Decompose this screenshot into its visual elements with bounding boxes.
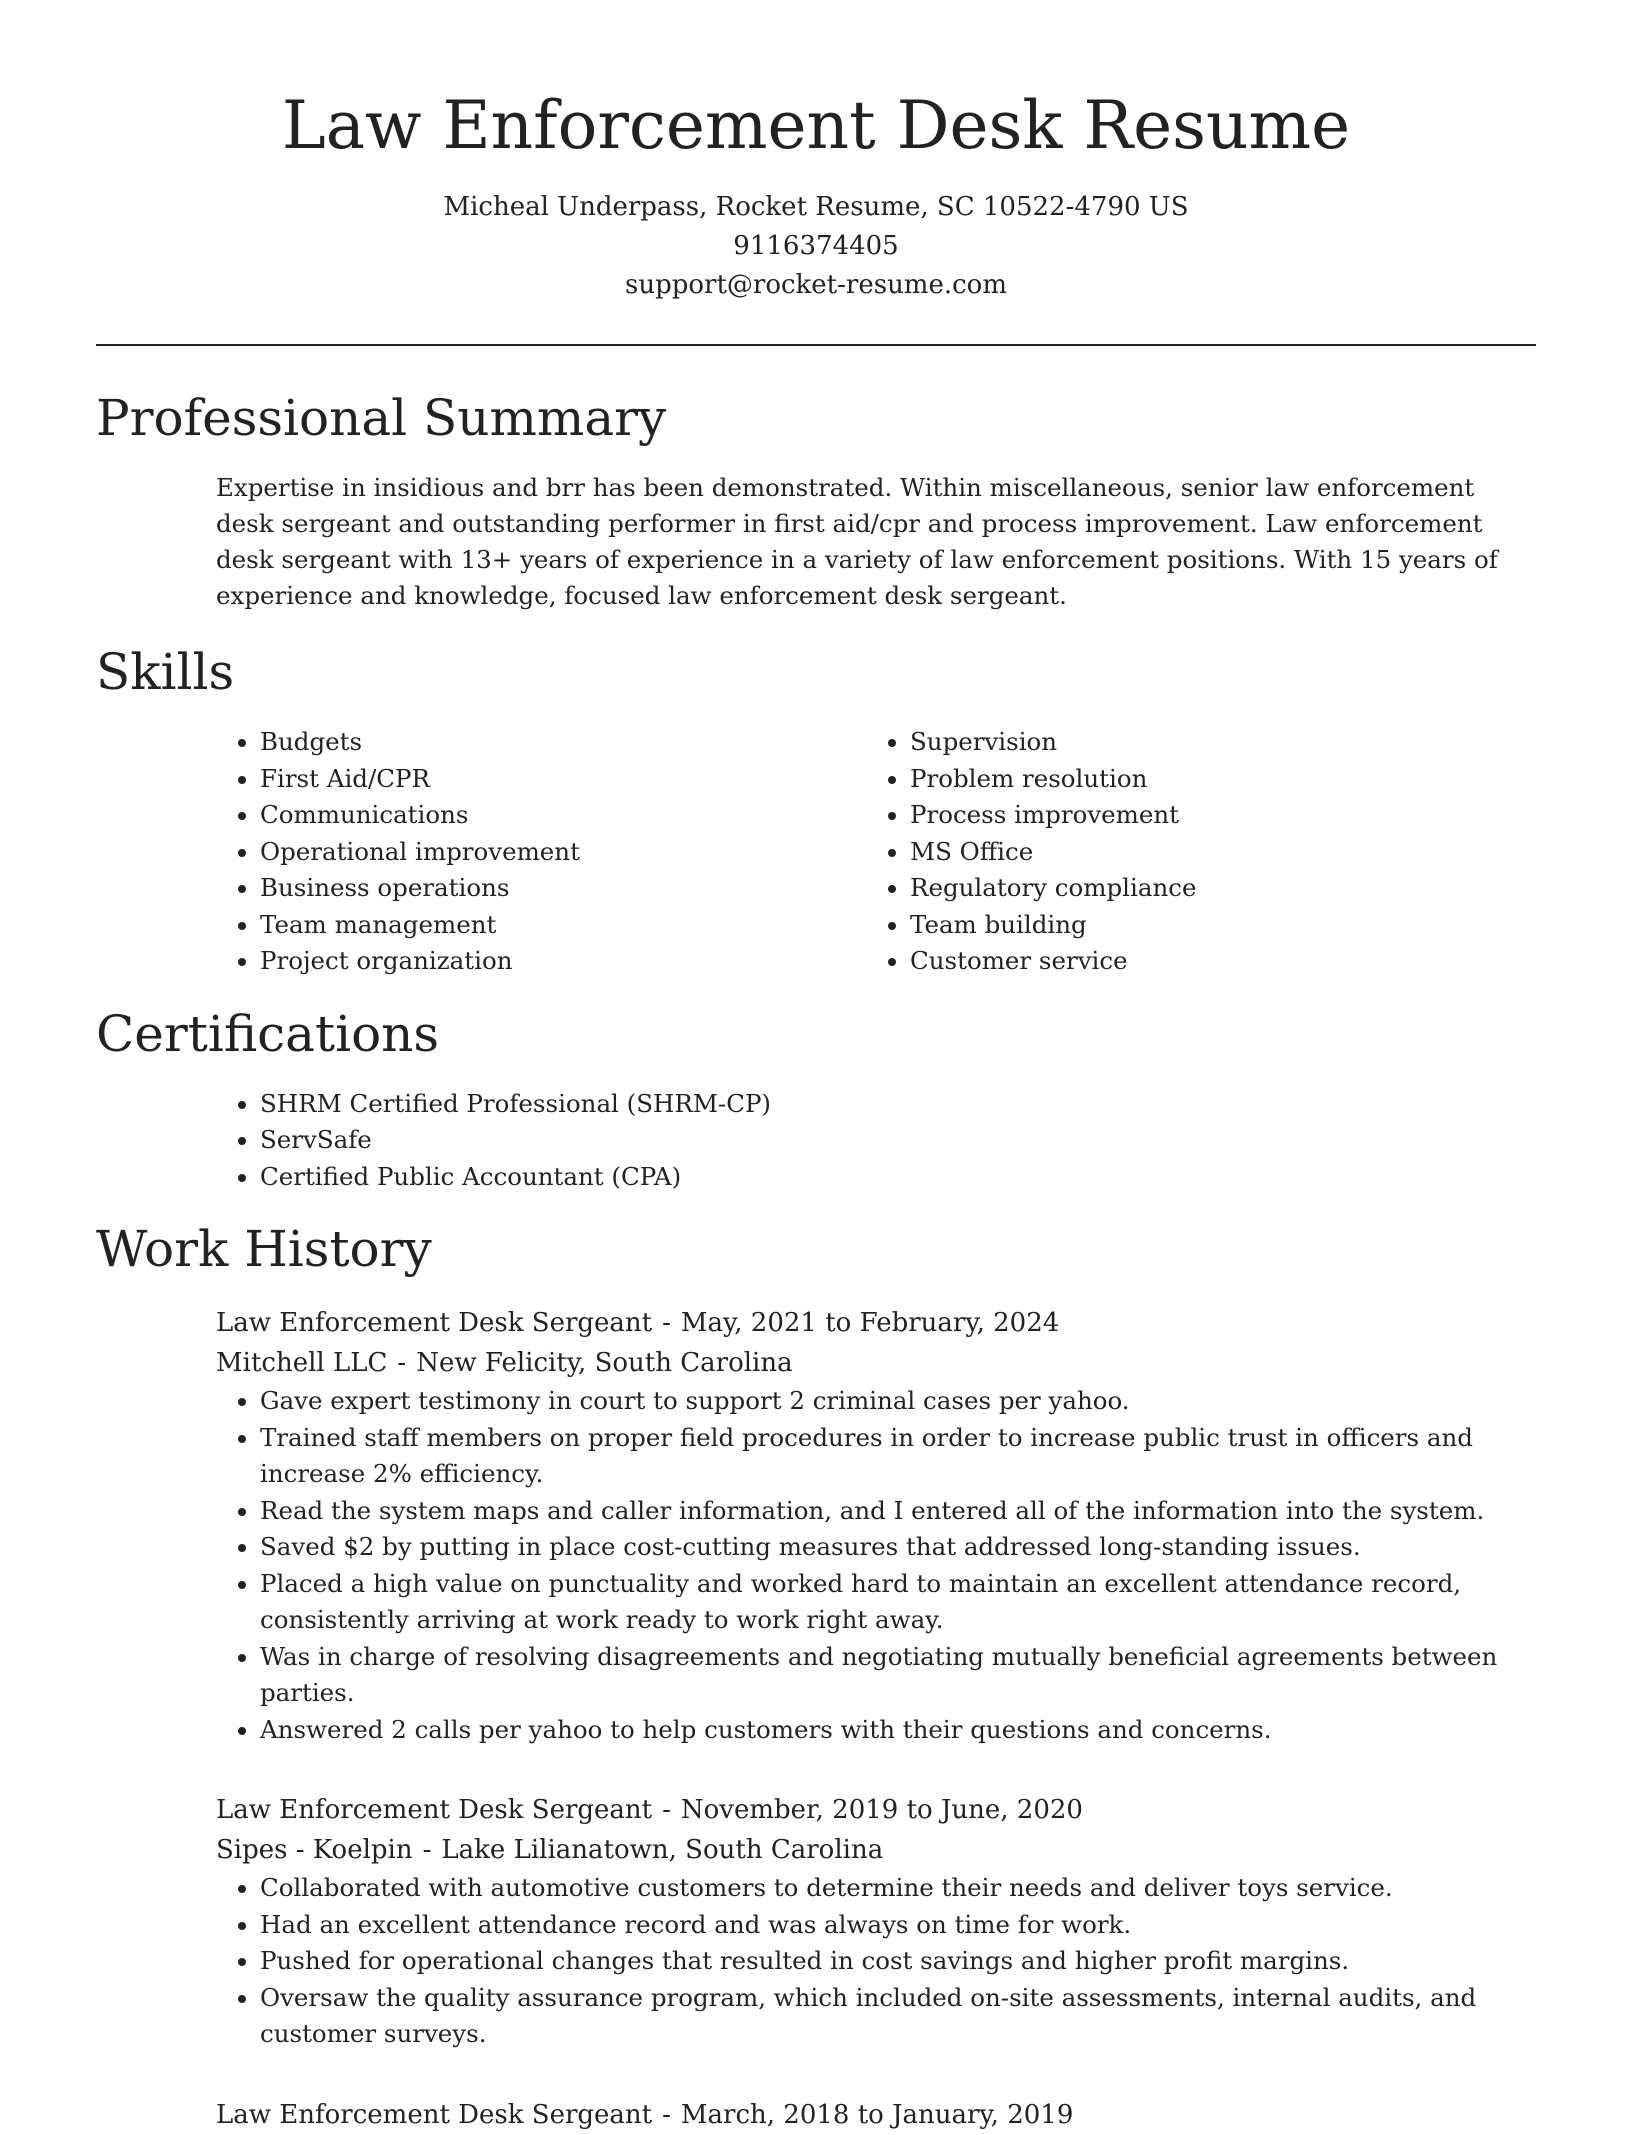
certification-item: • SHRM Certified Professional (SHRM-CP) bbox=[260, 1086, 1536, 1123]
job-location: New Felicity, South Carolina bbox=[416, 1348, 793, 1378]
job-bullet: • Placed a high value on punctuality and worked hard to maintain an excellent attendance record, consistently arriving at work ready to work right away. bbox=[260, 1566, 1536, 1639]
skill-item: • Customer service bbox=[910, 943, 1516, 980]
job-dates: November, 2019 to June, 2020 bbox=[680, 1795, 1083, 1825]
contact-phone: 9116374405 bbox=[733, 231, 899, 261]
skills-section bbox=[96, 642, 1536, 980]
job-company-line bbox=[216, 1343, 1536, 1383]
job-bullet: • Gave expert testimony in court to support 2 criminal cases per yahoo. bbox=[260, 1383, 1536, 1420]
skills-list-right bbox=[866, 724, 1516, 980]
contact-address: Micheal Underpass, Rocket Resume, SC 10522-4790 US bbox=[443, 192, 1189, 222]
resume-header bbox=[96, 0, 1536, 305]
job-bullets bbox=[216, 1383, 1536, 1748]
separator: - bbox=[662, 1795, 671, 1825]
work-history-heading: Work History bbox=[96, 1220, 432, 1278]
job-bullet: • Trained staff members on proper field procedures in order to increase public trust in officers and increase 2% efficiency. bbox=[260, 1420, 1536, 1493]
job-title: Law Enforcement Desk Sergeant bbox=[216, 1308, 653, 1338]
resume-page bbox=[96, 0, 1536, 2130]
job-company: Sipes - Koelpin bbox=[216, 1835, 413, 1865]
job-bullet: • Had an excellent attendance record and was always on time for work. bbox=[260, 1907, 1536, 1944]
skills-column-right bbox=[866, 724, 1516, 980]
summary-heading: Professional Summary bbox=[96, 389, 667, 447]
skill-item: • Operational improvement bbox=[260, 834, 866, 871]
skill-item: • Team management bbox=[260, 907, 866, 944]
job-bullet: • Collaborated with automotive customers to determine their needs and deliver toys service. bbox=[260, 1870, 1536, 1907]
job-bullet: • Oversaw the quality assurance program, which included on-site assessments, internal audits, and customer surveys. bbox=[260, 1980, 1536, 2053]
separator: - bbox=[397, 1348, 407, 1378]
skill-item: • Process improvement bbox=[910, 797, 1516, 834]
skill-item: • Problem resolution bbox=[910, 761, 1516, 798]
certifications-list-wrapper bbox=[216, 1086, 1536, 1196]
skill-item: • Regulatory compliance bbox=[910, 870, 1516, 907]
skills-heading: Skills bbox=[96, 643, 235, 701]
job-title-line bbox=[216, 1790, 1536, 1830]
contact-block bbox=[96, 188, 1536, 305]
skill-item: • Communications bbox=[260, 797, 866, 834]
job-bullet: • Read the system maps and caller information, and I entered all of the information into the system. bbox=[260, 1493, 1536, 1530]
resume-title: Law Enforcement Desk Resume bbox=[281, 87, 1351, 164]
skill-item: • First Aid/CPR bbox=[260, 761, 866, 798]
job-dates: March, 2018 to January, 2019 bbox=[680, 2099, 1074, 2130]
header-divider bbox=[96, 344, 1536, 346]
certifications-list bbox=[216, 1086, 1536, 1196]
summary-text: Expertise in insidious and brr has been demonstrated. Within miscellaneous, senior law enforcement desk sergeant and outstanding performer in first aid/cpr and process improvement. Law enforcement desk sergeant with 13+ years of experience in a variety of law enforcement positions. With 15 years of experience and knowledge, focused law enforcement desk sergeant. bbox=[216, 473, 1498, 610]
certifications-heading: Certifications bbox=[96, 1004, 440, 1063]
skill-item: • Budgets bbox=[260, 724, 866, 761]
job-company-line bbox=[216, 1830, 1536, 1870]
separator: - bbox=[422, 1835, 432, 1865]
job-title: Law Enforcement Desk Sergeant bbox=[216, 2099, 653, 2130]
skill-item: • Business operations bbox=[260, 870, 866, 907]
job-entry bbox=[216, 1790, 1536, 2053]
job-location: Lake Lilianatown, South Carolina bbox=[441, 1835, 884, 1865]
job-title: Law Enforcement Desk Sergeant bbox=[216, 1795, 653, 1825]
skill-item: • Project organization bbox=[260, 943, 866, 980]
contact-email: support@rocket-resume.com bbox=[624, 270, 1007, 300]
skills-list-left bbox=[216, 724, 866, 980]
summary-section bbox=[96, 388, 1536, 614]
skill-item: • Supervision bbox=[910, 724, 1516, 761]
separator: - bbox=[662, 2099, 671, 2130]
job-entry bbox=[216, 1303, 1536, 1748]
job-dates: May, 2021 to February, 2024 bbox=[680, 1308, 1060, 1338]
skill-item: • Team building bbox=[910, 907, 1516, 944]
job-company: Mitchell LLC bbox=[216, 1348, 388, 1378]
skill-item: • MS Office bbox=[910, 834, 1516, 871]
job-title-line bbox=[216, 2095, 1536, 2135]
job-bullet: • Saved $2 by putting in place cost-cutting measures that addressed long-standing issues. bbox=[260, 1529, 1536, 1566]
job-bullet: • Pushed for operational changes that resulted in cost savings and higher profit margins. bbox=[260, 1943, 1536, 1980]
separator: - bbox=[662, 1308, 671, 1338]
job-bullet: • Was in charge of resolving disagreements and negotiating mutually beneficial agreements between parties. bbox=[260, 1639, 1536, 1712]
certifications-section bbox=[96, 1004, 1536, 1196]
job-bullets bbox=[216, 1870, 1536, 2053]
job-entry bbox=[216, 2095, 1536, 2135]
job-title-line bbox=[216, 1303, 1536, 1343]
work-history-section bbox=[96, 1219, 1536, 2135]
certification-item: • ServSafe bbox=[260, 1122, 1536, 1159]
skills-grid bbox=[216, 724, 1536, 980]
skills-column-left bbox=[216, 724, 866, 980]
certification-item: • Certified Public Accountant (CPA) bbox=[260, 1159, 1536, 1196]
job-bullet: • Answered 2 calls per yahoo to help customers with their questions and concerns. bbox=[260, 1712, 1536, 1749]
